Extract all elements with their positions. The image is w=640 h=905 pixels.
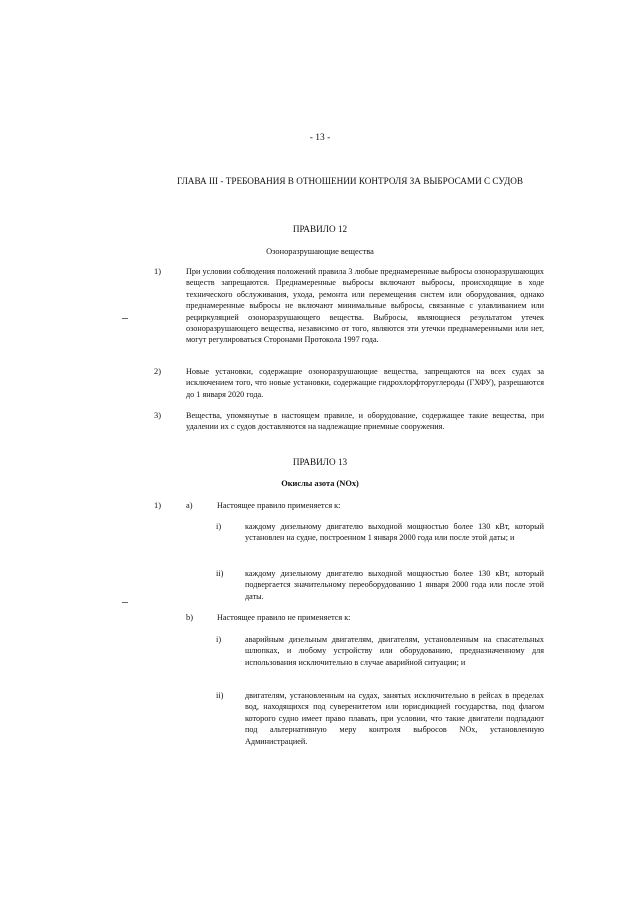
scan-margin-mark — [122, 602, 128, 603]
rule-13-a-i-marker: i) — [216, 522, 222, 531]
rule-13-a-i-text: каждому дизельному двигателю выходной мощностью более 130 кВт, который установлен на судне, построенном 1 января 2000 года или после этой даты; и — [245, 522, 544, 543]
rule-13-b-ii-text: двигателям, установленным на судах, занятых исключительно в рейсах в пределах вод, находящихся под суверенитетом или юрисдикцией государства, под флагом которого судно имеет право плавать, при условии, что такие двигатели подпадают под альтернативную меру контроля выбросов NOx, установленную Администрацией. — [245, 691, 544, 746]
rule-12-subtitle: Озоноразрушающие вещества — [266, 247, 374, 256]
rule-13-a-ii-marker: ii) — [216, 569, 224, 578]
rule-13-b-ii-marker: ii) — [216, 691, 224, 700]
rule-13-b-i-marker: i) — [216, 635, 222, 644]
rule-13-a-ii-text: каждому дизельному двигателю выходной мощностью более 130 кВт, который подвергается значительному переоборудованию 1 января 2000 года или после этой даты. — [245, 569, 544, 601]
page-number: - 13 - — [309, 133, 331, 143]
rule-12-para-1-text: При условии соблюдения положений правила 3 любые преднамеренные выбросы озоноразрушающих веществ запрещаются. Преднамеренные выбросы включают выбросы, происходящие в ходе технического обслуживания, ухода, ремонта или перемещения систем или оборудования, однако преднамеренные выбросы не включают минимальные выбросы, связанные с улавливанием или рециркуляцией озоноразрушающего вещества. Выбросы, являющиеся результатом утечек озоноразрушающего вещества, независимо от того, являются эти утечки преднамеренными или нет, могут регулироваться Сторонами Протокола 1997 года. — [186, 267, 544, 345]
rule-13-a-text: Настоящее правило применяется к: — [217, 501, 341, 510]
rule-13-title: ПРАВИЛО 13 — [292, 457, 348, 467]
rule-13-b-marker: b) — [186, 613, 193, 622]
rule-12-title: ПРАВИЛО 12 — [292, 224, 348, 234]
rule-13-subtitle: Окислы азота (NOx) — [281, 479, 359, 488]
rule-13-b-text: Настоящее правило не применяется к: — [217, 613, 351, 622]
rule-12-para-1-marker: 1) — [154, 267, 161, 276]
scan-margin-mark — [122, 318, 128, 319]
rule-13-a-marker: a) — [186, 501, 193, 510]
rule-13-b-i-text: аварийным дизельным двигателям, двигателям, установленным на спасательных шлюпках, и любому устройству или оборудованию, предназначенному для использования исключительно в случае аварийной ситуации; и — [245, 635, 544, 667]
chapter-title: ГЛАВА III - ТРЕБОВАНИЯ В ОТНОШЕНИИ КОНТРОЛЯ ЗА ВЫБРОСАМИ С СУДОВ — [176, 176, 524, 186]
rule-12-para-2-marker: 2) — [154, 367, 161, 376]
rule-13-para-1-marker: 1) — [154, 501, 161, 510]
rule-12-para-3-text: Вещества, упомянутые в настоящем правиле, и оборудование, содержащее такие вещества, при удалении их с судов доставляются на надлежащие приемные сооружения. — [186, 411, 544, 432]
rule-12-para-3-marker: 3) — [154, 411, 161, 420]
rule-12-para-2-text: Новые установки, содержащие озоноразрушающие вещества, запрещаются на всех судах за исключением того, что новые установки, содержащие гидрохлорфторуглероды (ГХФУ), разрешаются до 1 января 2020 года. — [186, 367, 544, 399]
